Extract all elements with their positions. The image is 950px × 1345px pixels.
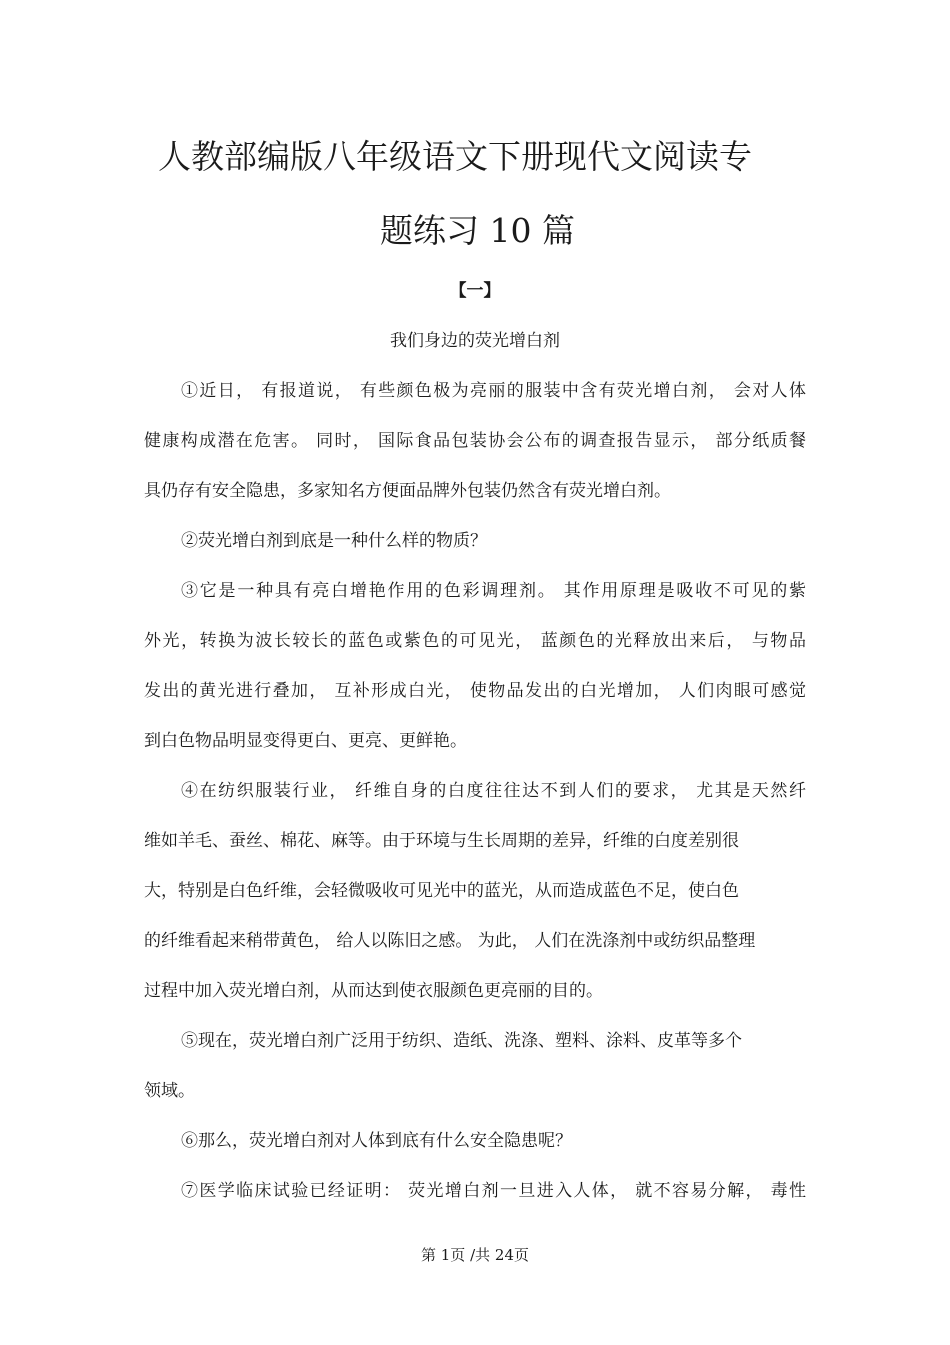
text-line: 过程中加入荧光增白剂，从而达到使衣服颜色更亮丽的目的。 [144, 981, 603, 1001]
text-line: ③它是一种具有亮白增艳作用的色彩调理剂。 其作用原理是吸收不可见的紫 [181, 581, 806, 601]
text-line: ②荧光增白剂到底是一种什么样的物质？ [181, 531, 487, 551]
text-line: ⑦医学临床试验已经证明： 荧光增白剂一旦进入人体， 就不容易分解， 毒性 [181, 1181, 806, 1201]
text-line: 大，特别是白色纤维，会轻微吸收可见光中的蓝光，从而造成蓝色不足，使白色 [144, 881, 739, 901]
section-marker: 【一】 [449, 281, 501, 301]
text-line: ④在纺织服装行业， 纤维自身的白度往往达不到人们的要求， 尤其是天然纤 [181, 781, 806, 801]
text-line: ⑥那么，荧光增白剂对人体到底有什么安全隐患呢？ [181, 1131, 572, 1151]
article-title: 我们身边的荧光增白剂 [390, 331, 560, 351]
page-footer: 第 1页 /共 24页 [421, 1246, 529, 1264]
text-line: 领域。 [144, 1081, 195, 1101]
text-line: 发出的黄光进行叠加， 互补形成白光， 使物品发出的白光增加， 人们肉眼可感觉 [144, 681, 806, 701]
text-line: 外光，转换为波长较长的蓝色或紫色的可见光， 蓝颜色的光释放出来后， 与物品 [144, 631, 806, 651]
text-line: ⑤现在，荧光增白剂广泛用于纺织、造纸、洗涤、塑料、涂料、皮革等多个 [181, 1031, 742, 1051]
text-line: 具仍存有安全隐患，多家知名方便面品牌外包装仍然含有荧光增白剂。 [144, 481, 671, 501]
text-line: 到白色物品明显变得更白、更亮、更鲜艳。 [144, 731, 467, 751]
text-line: 健康构成潜在危害。 同时， 国际食品包装协会公布的调查报告显示， 部分纸质餐 [144, 431, 806, 451]
text-line: ①近日， 有报道说， 有些颜色极为亮丽的服装中含有荧光增白剂， 会对人体 [181, 381, 806, 401]
document-title-line-1: 人教部编版八年级语文下册现代文阅读专 [158, 137, 752, 176]
text-line: 的纤维看起来稍带黄色， 给人以陈旧之感。 为此， 人们在洗涤剂中或纺织品整理 [144, 931, 756, 951]
document-title-line-2: 题练习 10 篇 [380, 211, 575, 250]
text-line: 维如羊毛、蚕丝、棉花、麻等。由于环境与生长周期的差异，纤维的白度差别很 [144, 831, 739, 851]
